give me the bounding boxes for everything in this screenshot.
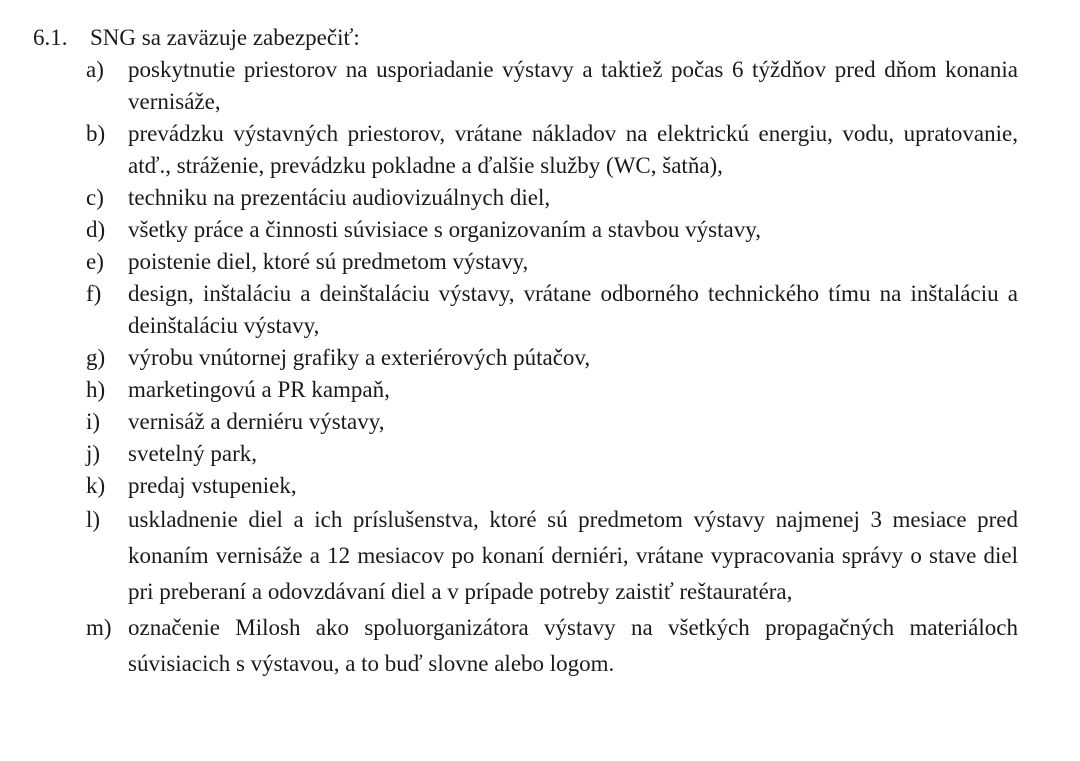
list-item-e [86, 246, 1018, 278]
list-item-k [86, 470, 1018, 502]
list-item-m [86, 610, 1018, 682]
list-item-letter: c) [86, 185, 104, 210]
section-number: 6.1. [33, 25, 68, 50]
list-item-text: prevádzku výstavných priestorov, vrátane nákladov na elektrickú energiu, vodu, upratovanie, atď., stráženie, prevádzku pokladne a ďalšie služby (WC, šatňa), [128, 121, 1018, 178]
list-item-text: vernisáž a derniéru výstavy, [128, 409, 385, 434]
list-item-d [86, 214, 1018, 246]
list-item-text: svetelný park, [128, 441, 258, 466]
list-item-text: výrobu vnútornej grafiky a exteriérových pútačov, [128, 345, 591, 370]
list-item-text: označenie Milosh ako spoluorganizátora výstavy na všetkých propagačných materiáloch súvisiacich s výstavou, a to buď slovne alebo logom. [128, 615, 1018, 676]
list-item-c [86, 182, 1018, 214]
list-item-text: poistenie diel, ktoré sú predmetom výstavy, [128, 249, 529, 274]
list-item-text: techniku na prezentáciu audiovizuálnych diel, [128, 185, 551, 210]
list-item-h [86, 374, 1018, 406]
list-item-letter: l) [86, 507, 101, 532]
section-heading: SNG sa zaväzuje zabezpečiť: [90, 25, 360, 50]
obligations-list [86, 54, 1018, 682]
list-item-l [86, 502, 1018, 610]
list-item-letter: h) [86, 377, 106, 402]
list-item-letter: f) [86, 281, 102, 306]
list-item-f [86, 278, 1018, 342]
list-item-text: predaj vstupeniek, [128, 473, 297, 498]
list-item-i [86, 406, 1018, 438]
list-item-text: poskytnutie priestorov na usporiadanie výstavy a taktiež počas 6 týždňov pred dňom konania vernisáže, [128, 57, 1018, 114]
list-item-a [86, 54, 1018, 118]
list-item-text: uskladnenie diel a ich príslušenstva, ktoré sú predmetom výstavy najmenej 3 mesiace pred konaním vernisáže a 12 mesiacov po konaní derniéri, vrátane vypracovania správy o stave diel pri preberaní a odovzdávaní diel a v prípade potreby zaistiť reštauratéra, [128, 507, 1018, 604]
list-item-letter: m) [86, 615, 112, 640]
list-item-g [86, 342, 1018, 374]
list-item-b [86, 118, 1018, 182]
list-item-j [86, 438, 1018, 470]
list-item-letter: b) [86, 121, 106, 146]
list-item-letter: a) [86, 57, 104, 82]
list-item-letter: g) [86, 345, 106, 370]
list-item-text: marketingovú a PR kampaň, [128, 377, 390, 402]
list-item-text: všetky práce a činnosti súvisiace s organizovaním a stavbou výstavy, [128, 217, 761, 242]
list-item-text: design, inštaláciu a deinštaláciu výstavy, vrátane odborného technického tímu na inštaláciu a deinštaláciu výstavy, [128, 281, 1018, 338]
list-item-letter: i) [86, 409, 101, 434]
list-item-letter: e) [86, 249, 104, 274]
list-item-letter: d) [86, 217, 106, 242]
list-item-letter: k) [86, 473, 106, 498]
list-item-letter: j) [86, 441, 101, 466]
